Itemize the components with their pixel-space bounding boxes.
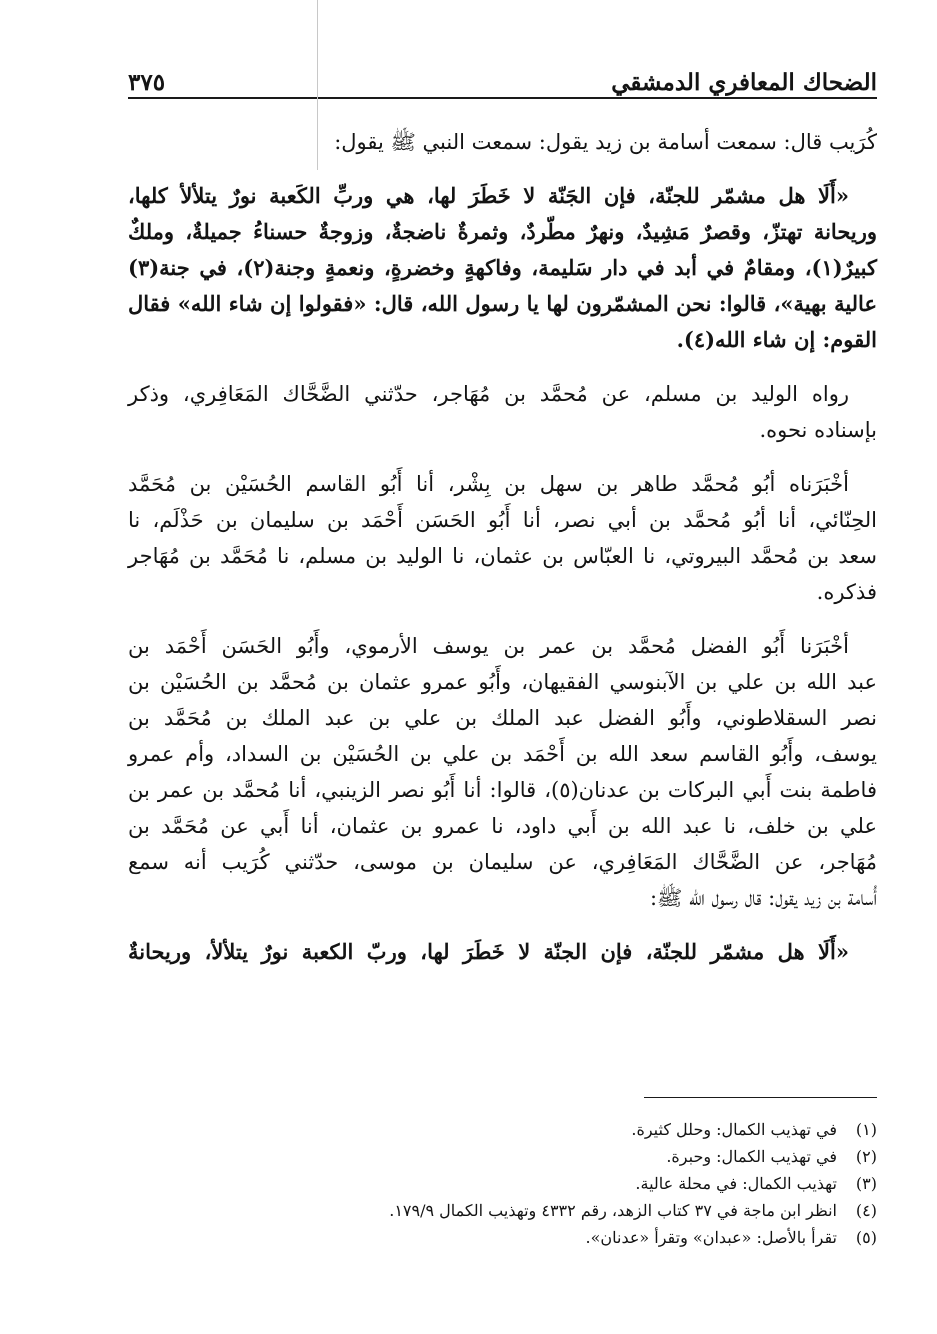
text-line: فاطمة بنت أَبي البركات بن عدنان(٥)، قالوا: أنا أَبُو نصر الزينبي، أنا مُحمَّد بن عمر بن (128, 778, 877, 802)
text-line: كبيرٌ(١)، ومقامٌ في أبد في دار سَليمة، وفاكهةٍ وخضرةٍ، ونعمةٍ وجنة(٢)، في جنة(٣) (128, 255, 877, 280)
text-line: أخْبَرَنا أَبُو الفضل مُحمَّد بن عمر بن يوسف الأرموي، وأَبُو الحَسَن أَحْمَد بن (128, 634, 849, 658)
text-line: وريحانة تهتزّ، وقصرٌ مَشِيدٌ، ونهرٌ مطّردٌ، وثمرةٌ ناضجةٌ، وزوجةٌ حسناءُ جميلةٌ، وملكٌ (128, 219, 877, 244)
text-line: أُسامة بن زيد يقول: قال رسول الله ﷺ: (649, 886, 877, 910)
running-title: الضحاك المعافري الدمشقي (611, 69, 877, 96)
header-rule (128, 97, 877, 99)
footnotes (128, 1116, 877, 1251)
text-line: سعد بن مُحمَّد البيروتي، نا العبّاس بن عثمان، نا الوليد بن مسلم، نا مُحَمَّد بن مُهَاجر (128, 544, 877, 568)
footnote-item (128, 1224, 877, 1251)
footnote-text: في تهذيب الكمال: وحلل كثيرة. (631, 1120, 837, 1139)
text-line: عالية بهية»، قالوا: نحن المشمّرون لها يا رسول الله، قال: «فقولوا إن شاء الله» فقال (128, 291, 877, 316)
body-text (128, 124, 877, 988)
footnote-item (128, 1197, 877, 1224)
footnote-item (128, 1143, 877, 1170)
footnote-number: (٥) (855, 1228, 877, 1247)
footnote-rule (644, 1097, 877, 1098)
footnote-number: (١) (855, 1120, 877, 1139)
text-line: كُرَيب قال: سمعت أسامة بن زيد يقول: سمعت النبي ﷺ يقول: (334, 130, 877, 154)
text-line: القوم: إن شاء الله(٤). (676, 327, 877, 352)
footnote-number: (٤) (855, 1201, 877, 1220)
text-line: عبد الله بن علي بن الآبنوسي الفقيهان، وأَبُو عمرو عثمان بن مُحمَّد بن الحُسَيْن بن (128, 670, 877, 694)
paragraph-1 (128, 124, 877, 160)
hadith-paragraph (128, 178, 877, 358)
isnad-paragraph-1 (128, 466, 877, 610)
running-head (128, 56, 877, 96)
footnote-text: في تهذيب الكمال: وحبرة. (666, 1147, 837, 1166)
text-line: فذكره. (816, 580, 877, 604)
hadith-paragraph-2 (128, 934, 877, 970)
footnote-item (128, 1116, 877, 1143)
paragraph-3 (128, 376, 877, 448)
text-line: أخْبَرَناه أبُو مُحمَّد طاهر بن سهل بن بِشْر، أنا أَبُو القاسم الحُسَيْن بن مُحَمَّد (128, 472, 849, 496)
page-number: ٣٧٥ (128, 69, 166, 96)
footnote-number: (٢) (855, 1147, 877, 1166)
footnote-number: (٣) (855, 1174, 877, 1193)
text-line: الحِنّائي، أنا أبُو مُحمَّد بن أبي نصر، أنا أَبُو الحَسَن أَحْمَد بن سليمان بن حَذْلَم، نا (128, 508, 877, 532)
text-line: رواه الوليد بن مسلم، عن مُحمَّد بن مُهَاجر، حدّثني الضَّحَّاك المَعَافِري، وذكر (128, 382, 849, 406)
text-line: «أَلَا هل مشمّر للجنّة، فإن الجَنّة لا خَطَرَ لها، هي وربِّ الكَعبة نورٌ يتلألأ كلها، (128, 183, 849, 208)
text-line: يوسف، وأَبُو القاسم سعد الله بن أَحْمَد بن علي بن الحُسَيْن بن السداد، وأم عمرو (128, 742, 877, 766)
text-line: «أَلَا هل مشمّر للجنّة، فإن الجنّة لا خَطَرَ لها، وربّ الكعبة نورٌ يتلألأ، وريحانةٌ (128, 939, 849, 964)
footnote-text: انظر ابن ماجة في ٣٧ كتاب الزهد، رقم ٤٣٣٢ وتهذيب الكمال ١٧٩/٩. (389, 1201, 837, 1220)
text-line: نصر السقلاطوني، وأَبُو الفضل عبد الملك بن علي بن عبد الملك بن مُحَمَّد بن (128, 706, 877, 730)
isnad-paragraph-2 (128, 628, 877, 916)
footnote-item (128, 1170, 877, 1197)
footnote-text: تقرأ بالأصل: «عبدان» وتقرأ «عدنان». (585, 1228, 837, 1247)
text-line: بإسناده نحوه. (759, 418, 877, 442)
text-line: مُهَاجر، عن الضَّحَّاك المَعَافِري، عن سليمان بن موسى، حدّثني كُرَيب أنه سمع (128, 850, 877, 874)
text-line: علي بن خلف، نا عبد الله بن أَبي داود، نا عمرو بن عثمان، أنا أَبي عن مُحَمَّد بن (128, 814, 877, 838)
footnote-text: تهذيب الكمال: في محلة عالية. (635, 1174, 837, 1193)
